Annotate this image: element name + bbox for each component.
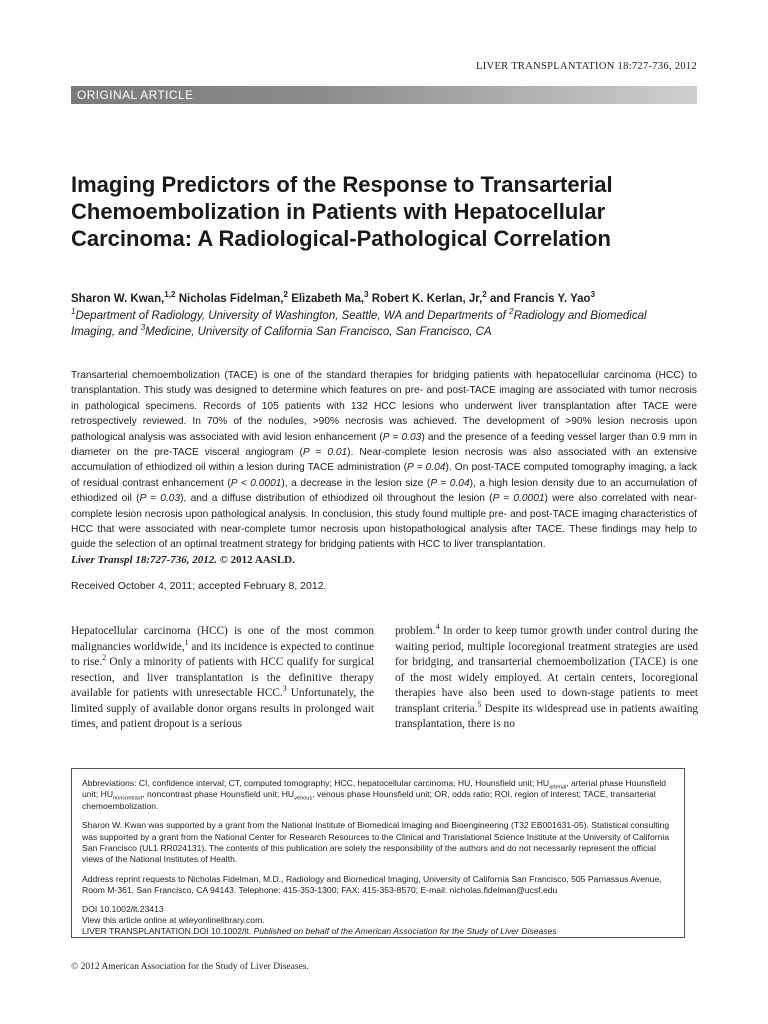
journal-citation: Liver Transpl 18:727-736, 2012. [71,553,217,566]
abbreviation-subscript: venous [294,796,313,803]
author-name: Sharon W. Kwan, [71,293,165,305]
publisher-journal: LIVER TRANSPLANTATION.DOI 10.1002/lt. [82,926,252,937]
author-affiliation-mark: 2 [482,290,487,300]
abstract-text: ). Near-complete lesion necrosis was also associated with an extensive accumulation of ethiodized oil within a lesion during TACE administration ( [71,447,698,474]
page-footer: © 2012 American Association for the Study of Liver Diseases. [71,962,309,972]
reference-mark: 2 [102,653,107,663]
abbreviations-text: , venous phase Hounsfield unit; OR, odds ratio; ROI, region of interest; TACE, transarterial chemoembolization. [82,789,656,811]
body-text: Only a minority of patients with HCC qualify for surgical resection, and liver transplantation is the definitive therapy available for patients with unresectable HCC. [71,656,374,699]
author-affiliation-mark: 3 [590,290,596,300]
affiliation-text: Medicine, University of California San Francisco, San Francisco, CA [145,326,492,338]
p-value: P = 0.04 [407,462,446,474]
affiliation-mark: 1 [71,307,76,317]
online-note: View this article online at wileyonlinelibrary.com. [82,915,265,926]
abstract [71,368,697,568]
author-name: Elizabeth Ma, [291,293,365,305]
abbreviations-text: Abbreviations: CI, confidence interval; CT, computed tomography; HCC, hepatocellular carcinoma; HU, Hounsfield unit; HU [82,778,550,788]
body-text: Unfortunately, the limited supply of available donor organs results in prolonged wait times, and patient dropout is a serious [71,687,374,730]
publisher-note [82,926,678,937]
p-value: P = 0.03 [139,493,181,505]
p-value: P < 0.0001 [230,477,282,489]
body-text: Despite its widespread use in patients awaiting transplantation, there is no [395,702,699,730]
body-column-right [395,624,698,733]
abbreviations-text: , arterial phase Hounsfield unit; HU [82,778,667,800]
funding-note: Sharon W. Kwan was supported by a grant from the National Institute of Biomedical Imaging and Bioengineering (T32 EB001631-05). Statistical consulting was supported by a grant from the National Center for Research Resources to the Clinical and Translational Science Institute at the University of California San Francisco (UL1 RR024131). The contents of this publication are solely the responsibility of the authors and do not necessarily represent the official views of the National Institutes of Health. [82,820,670,865]
section-label: ORIGINAL ARTICLE [77,88,194,102]
abbreviation-subscript: arterial [549,784,567,791]
abstract-copyright: © 2012 AASLD. [219,553,295,566]
author-affiliation-mark: 3 [364,290,369,300]
affiliation-mark: 2 [509,307,514,317]
abstract-text: ) and the presence of a feeding vessel larger than 0.9 mm in diameter on the pre-TACE visceral angiogram ( [71,431,698,459]
abstract-text: Transarterial chemoembolization (TACE) is one of the standard therapies for bridging patients with hepatocellular carcinoma (HCC) to transplantation. This study was designed to determine which features on pre- and post-TACE imaging are associated with tumor necrosis in pathological specimens. Records of 105 patients with 132 HCC lesions who underwent liver transplantation after TACE were retrospectively reviewed. In 70% of the nodules, >90% necrosis was achieved. The development of >90% lesion necrosis upon pathological analysis was associated with avid lesion enhancement ( [71,370,697,443]
affiliation-text: Department of Radiology, University of Washington, Seattle, WA and Departments of [75,310,510,322]
reference-mark: 3 [282,684,287,694]
footnote-box [71,768,685,938]
article-title: Imaging Predictors of the Response to Transarterial Chemoembolization in Patients with Hepatocellular Carcinoma: A Radiological-Pathological Correlation [71,172,613,251]
body-text: and its incidence is expected to continue to rise. [71,640,374,668]
affiliation-text: Radiology and Biomedical Imaging, and [71,310,647,338]
author-name: Robert K. Kerlan, Jr, [371,293,483,305]
abbreviation-subscript: noncontrast [113,796,143,803]
author-affiliation-mark: 2 [283,290,288,300]
body-text: problem. [395,625,436,637]
doi-line: DOI 10.1002/lt.23413 [82,903,164,914]
author-list [71,290,711,305]
publisher-statement: Published on behalf of the American Association for the Study of Liver Diseases [253,926,557,937]
body-text: In order to keep tumor growth under control during the waiting period, multiple locoregional treatment strategies are used for bridging, and transarterial chemoembolization (TACE) is one of the most widely employed. At certain centers, locoregional therapies have also been used to down-stage patients to meet transplant criteria. [395,625,698,715]
p-value: P = 0.03 [382,431,422,443]
abstract-text: ), a high lesion density due to an accumulation of ethiodized oil ( [71,477,698,505]
journal-header: LIVER TRANSPLANTATION 18:727-736, 2012 [476,61,697,72]
author-name: Nicholas Fidelman, [178,293,284,305]
received-dates: Received October 4, 2011; accepted February 8, 2012. [71,580,327,592]
author-affiliation-mark: 1,2 [164,290,176,300]
abbreviations-text: , noncontrast phase Hounsfield unit; HU [142,789,295,800]
abstract-text: ), and a diffuse distribution of ethiodized oil throughout the lesion ( [180,493,493,505]
section-band [71,86,697,104]
body-column-left [71,624,374,733]
abbreviations-note [82,778,678,812]
affiliations [71,308,691,340]
p-value: P = 0.04 [430,477,470,489]
author-name: and Francis Y. Yao [489,293,591,305]
body-text: Hepatocellular carcinoma (HCC) is one of the most common malignancies worldwide, [71,625,374,653]
abstract-text: ). On post-TACE computed tomography imaging, a lack of residual contrast enhancement ( [71,462,697,489]
reference-mark: 1 [184,637,189,647]
reference-mark: 5 [477,699,482,709]
reference-mark: 4 [435,622,440,632]
affiliation-mark: 3 [140,323,146,333]
abstract-text: ) were also correlated with near-complete lesion necrosis upon pathological analysis. In conclusion, this study found multiple pre- and post-TACE imaging characteristics of HCC that were associated with near-complete tumor necrosis upon histopathological analysis after TACE. These findings may help to guide the selection of an optimal treatment strategy for bridging patients with HCC to liver transplantation. [71,493,697,551]
reprint-address-note: Address reprint requests to Nicholas Fidelman, M.D., Radiology and Biomedical Imaging, University of California San Francisco, 505 Parnassus Avenue, Room M-361, San Francisco, CA 94143. Telephone: 415-353-1300; FAX: 415-353-8570; E-mail: nicholas.fidelman@ucsf.edu [82,873,662,896]
abstract-text: ), a decrease in the lesion size ( [281,477,431,489]
p-value: P = 0.01 [302,447,348,459]
p-value: P = 0.0001 [492,493,545,505]
